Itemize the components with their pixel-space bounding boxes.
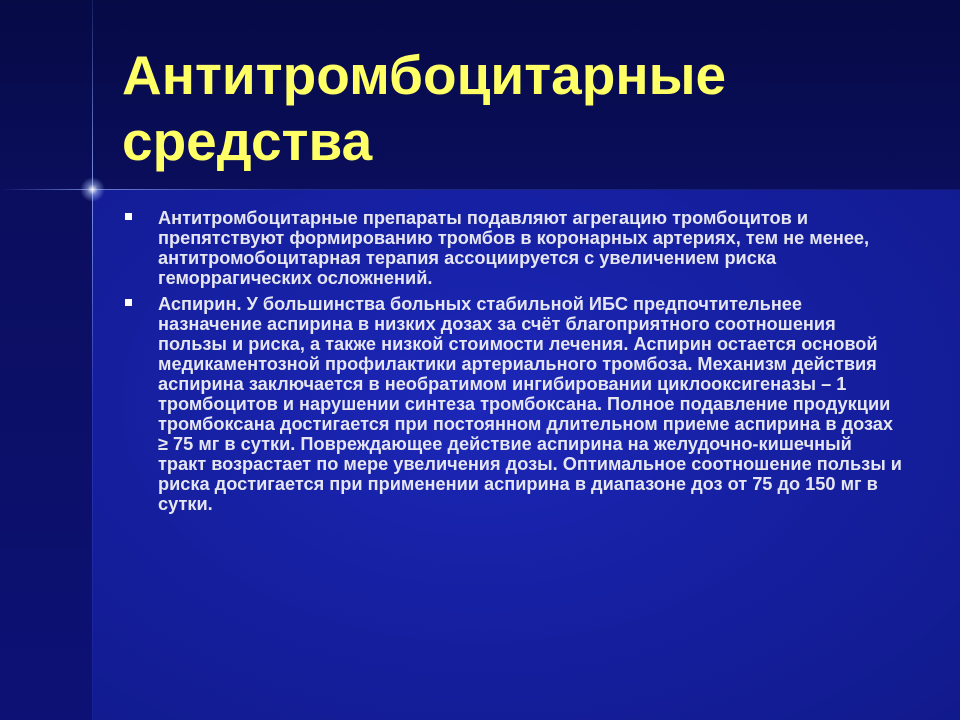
square-bullet-icon xyxy=(125,213,132,220)
bullet-item-aspirin xyxy=(122,295,902,515)
bullet-text: Антитромбоцитарные препараты подавляют агрегацию тромбоцитов и препятствуют формированию тромбов в коронарных артериях, тем не менее, антитромобоцитарная терапия ассоциируется с увеличением риска геморрагических осложнений. xyxy=(158,208,870,288)
bullet-item-antiplatelet xyxy=(122,209,902,289)
sparkle-star-icon xyxy=(80,177,105,202)
bullet-list xyxy=(122,209,902,521)
decorative-horizontal-line xyxy=(0,189,960,190)
square-bullet-icon xyxy=(125,299,132,306)
bullet-text: Аспирин. У большинства больных стабильной ИБС предпочтительнее назначение аспирина в низких дозах за счёт благоприятного соотношения пользы и риска, а также низкой стоимости лечения. Аспирин остается основой медикаментозной профилактики артериального тромбоза. Механизм действия аспирина заключается в необратимом ингибировании циклооксигеназы – 1 тромбоцитов и нарушении синтеза тромбоксана. Полное подавление продукции тромбоксана достигается при постоянном длительном приеме аспирина в дозах ≥ 75 мг в сутки. Повреждающее действие аспирина на желудочно-кишечный тракт возрастает по мере увеличения дозы. Оптимальное соотношение пользы и риска достигается при применении аспирина в диапазоне доз от 75 до 150 мг в сутки. xyxy=(158,294,902,514)
slide-title: Антитромбоцитарные средства xyxy=(122,44,727,172)
decorative-vertical-line xyxy=(92,0,93,720)
